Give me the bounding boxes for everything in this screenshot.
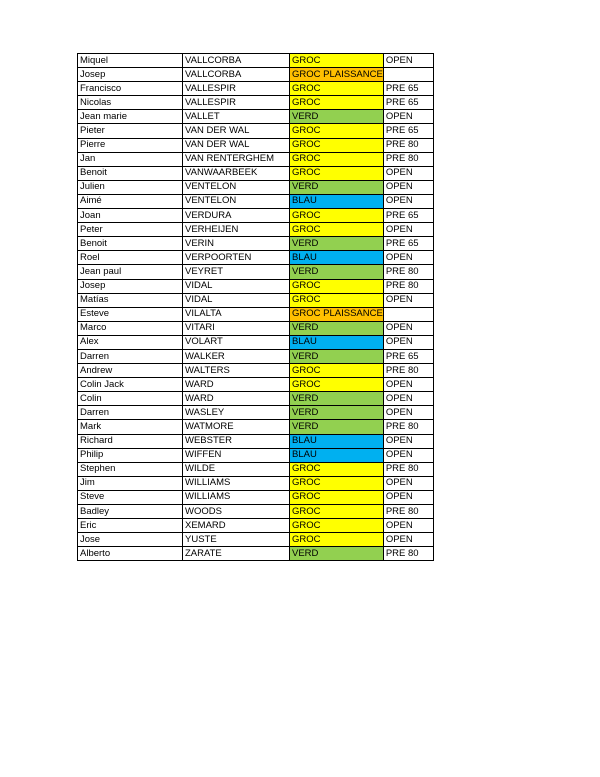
table-row	[78, 490, 434, 504]
class-cell: PRE 65	[383, 349, 433, 363]
last-name-cell: WARD	[183, 392, 290, 406]
first-name-cell: Jose	[78, 533, 183, 547]
first-name-cell: Andrew	[78, 364, 183, 378]
last-name-cell: WILDE	[183, 462, 290, 476]
last-name-cell: VALLESPIR	[183, 82, 290, 96]
table-row	[78, 124, 434, 138]
category-cell: GROC	[290, 209, 384, 223]
table-row	[78, 237, 434, 251]
class-cell: OPEN	[383, 335, 433, 349]
class-cell: PRE 80	[383, 420, 433, 434]
category-cell: GROC	[290, 54, 384, 68]
class-cell: PRE 80	[383, 364, 433, 378]
first-name-cell: Jim	[78, 476, 183, 490]
first-name-cell: Josep	[78, 279, 183, 293]
class-cell: OPEN	[383, 251, 433, 265]
class-cell: PRE 80	[383, 279, 433, 293]
category-cell: VERD	[290, 180, 384, 194]
first-name-cell: Colin Jack	[78, 378, 183, 392]
first-name-cell: Nicolas	[78, 96, 183, 110]
last-name-cell: WARD	[183, 378, 290, 392]
category-cell: BLAU	[290, 448, 384, 462]
first-name-cell: Roel	[78, 251, 183, 265]
last-name-cell: WOODS	[183, 505, 290, 519]
participants-table	[77, 53, 434, 561]
last-name-cell: VALLCORBA	[183, 54, 290, 68]
table-row	[78, 547, 434, 561]
first-name-cell: Miquel	[78, 54, 183, 68]
table-row	[78, 364, 434, 378]
class-cell: PRE 65	[383, 124, 433, 138]
category-cell: GROC	[290, 378, 384, 392]
table-row	[78, 434, 434, 448]
first-name-cell: Steve	[78, 490, 183, 504]
last-name-cell: VIDAL	[183, 279, 290, 293]
category-cell: GROC	[290, 223, 384, 237]
category-cell: VERD	[290, 392, 384, 406]
category-cell: GROC PLAISSANCE	[290, 307, 384, 321]
class-cell: OPEN	[383, 406, 433, 420]
category-cell: VERD	[290, 265, 384, 279]
last-name-cell: YUSTE	[183, 533, 290, 547]
category-cell: GROC	[290, 138, 384, 152]
category-cell: GROC	[290, 152, 384, 166]
last-name-cell: WATMORE	[183, 420, 290, 434]
category-cell: GROC	[290, 124, 384, 138]
first-name-cell: Francisco	[78, 82, 183, 96]
table-row	[78, 462, 434, 476]
table-row	[78, 448, 434, 462]
class-cell: OPEN	[383, 180, 433, 194]
class-cell	[383, 307, 433, 321]
last-name-cell: VENTELON	[183, 194, 290, 208]
class-cell: OPEN	[383, 194, 433, 208]
table-row	[78, 152, 434, 166]
category-cell: BLAU	[290, 251, 384, 265]
first-name-cell: Stephen	[78, 462, 183, 476]
category-cell: GROC	[290, 293, 384, 307]
last-name-cell: VEYRET	[183, 265, 290, 279]
first-name-cell: Julien	[78, 180, 183, 194]
table-row	[78, 335, 434, 349]
table-row	[78, 166, 434, 180]
last-name-cell: WEBSTER	[183, 434, 290, 448]
last-name-cell: XEMARD	[183, 519, 290, 533]
table-row	[78, 406, 434, 420]
category-cell: GROC	[290, 279, 384, 293]
first-name-cell: Pieter	[78, 124, 183, 138]
last-name-cell: VALLET	[183, 110, 290, 124]
table-row	[78, 223, 434, 237]
table-row	[78, 420, 434, 434]
table-row	[78, 110, 434, 124]
category-cell: GROC	[290, 505, 384, 519]
class-cell: PRE 80	[383, 265, 433, 279]
table-row	[78, 54, 434, 68]
first-name-cell: Joan	[78, 209, 183, 223]
first-name-cell: Jean paul	[78, 265, 183, 279]
last-name-cell: WILLIAMS	[183, 476, 290, 490]
table-row	[78, 68, 434, 82]
class-cell: PRE 80	[383, 152, 433, 166]
first-name-cell: Benoit	[78, 237, 183, 251]
table-row	[78, 265, 434, 279]
last-name-cell: WALTERS	[183, 364, 290, 378]
first-name-cell: Mark	[78, 420, 183, 434]
category-cell: BLAU	[290, 335, 384, 349]
first-name-cell: Darren	[78, 406, 183, 420]
class-cell	[383, 68, 433, 82]
first-name-cell: Colin	[78, 392, 183, 406]
first-name-cell: Josep	[78, 68, 183, 82]
class-cell: OPEN	[383, 293, 433, 307]
last-name-cell: VILALTA	[183, 307, 290, 321]
table-row	[78, 307, 434, 321]
table-row	[78, 96, 434, 110]
category-cell: BLAU	[290, 434, 384, 448]
category-cell: GROC	[290, 462, 384, 476]
class-cell: OPEN	[383, 54, 433, 68]
class-cell: PRE 80	[383, 462, 433, 476]
last-name-cell: VAN RENTERGHEM	[183, 152, 290, 166]
class-cell: OPEN	[383, 378, 433, 392]
last-name-cell: VERIN	[183, 237, 290, 251]
last-name-cell: ZARATE	[183, 547, 290, 561]
last-name-cell: VENTELON	[183, 180, 290, 194]
first-name-cell: Benoit	[78, 166, 183, 180]
class-cell: OPEN	[383, 321, 433, 335]
category-cell: VERD	[290, 110, 384, 124]
first-name-cell: Badley	[78, 505, 183, 519]
class-cell: PRE 65	[383, 96, 433, 110]
table-row	[78, 293, 434, 307]
class-cell: PRE 80	[383, 547, 433, 561]
last-name-cell: VERDURA	[183, 209, 290, 223]
table-row	[78, 251, 434, 265]
table-row	[78, 138, 434, 152]
class-cell: PRE 80	[383, 505, 433, 519]
first-name-cell: Marco	[78, 321, 183, 335]
table-row	[78, 194, 434, 208]
class-cell: OPEN	[383, 223, 433, 237]
last-name-cell: WASLEY	[183, 406, 290, 420]
class-cell: OPEN	[383, 110, 433, 124]
category-cell: VERD	[290, 420, 384, 434]
first-name-cell: Jean marie	[78, 110, 183, 124]
class-cell: OPEN	[383, 448, 433, 462]
first-name-cell: Alberto	[78, 547, 183, 561]
table-row	[78, 279, 434, 293]
first-name-cell: Pierre	[78, 138, 183, 152]
class-cell: PRE 65	[383, 209, 433, 223]
last-name-cell: VAN DER WAL	[183, 124, 290, 138]
last-name-cell: WIFFEN	[183, 448, 290, 462]
table-row	[78, 349, 434, 363]
last-name-cell: VAN DER WAL	[183, 138, 290, 152]
table-row	[78, 378, 434, 392]
table-row	[78, 476, 434, 490]
table-row	[78, 321, 434, 335]
first-name-cell: Peter	[78, 223, 183, 237]
table-row	[78, 533, 434, 547]
category-cell: VERD	[290, 406, 384, 420]
last-name-cell: VOLART	[183, 335, 290, 349]
first-name-cell: Philip	[78, 448, 183, 462]
first-name-cell: Aimé	[78, 194, 183, 208]
table-row	[78, 519, 434, 533]
first-name-cell: Darren	[78, 349, 183, 363]
table-row	[78, 392, 434, 406]
last-name-cell: WALKER	[183, 349, 290, 363]
category-cell: GROC	[290, 364, 384, 378]
last-name-cell: VITARI	[183, 321, 290, 335]
category-cell: VERD	[290, 321, 384, 335]
class-cell: OPEN	[383, 476, 433, 490]
category-cell: GROC	[290, 533, 384, 547]
last-name-cell: WILLIAMS	[183, 490, 290, 504]
last-name-cell: VALLESPIR	[183, 96, 290, 110]
class-cell: PRE 65	[383, 237, 433, 251]
category-cell: GROC PLAISSANCE	[290, 68, 384, 82]
first-name-cell: Alex	[78, 335, 183, 349]
category-cell: BLAU	[290, 194, 384, 208]
category-cell: GROC	[290, 490, 384, 504]
first-name-cell: Eric	[78, 519, 183, 533]
table-row	[78, 180, 434, 194]
category-cell: GROC	[290, 519, 384, 533]
table-body	[78, 54, 434, 561]
class-cell: OPEN	[383, 490, 433, 504]
first-name-cell: Matías	[78, 293, 183, 307]
last-name-cell: VERHEIJEN	[183, 223, 290, 237]
table-row	[78, 505, 434, 519]
class-cell: OPEN	[383, 533, 433, 547]
category-cell: GROC	[290, 476, 384, 490]
class-cell: OPEN	[383, 392, 433, 406]
table-row	[78, 209, 434, 223]
table-row	[78, 82, 434, 96]
category-cell: GROC	[290, 82, 384, 96]
class-cell: PRE 80	[383, 138, 433, 152]
class-cell: PRE 65	[383, 82, 433, 96]
last-name-cell: VANWAARBEEK	[183, 166, 290, 180]
first-name-cell: Richard	[78, 434, 183, 448]
category-cell: GROC	[290, 96, 384, 110]
category-cell: VERD	[290, 237, 384, 251]
first-name-cell: Esteve	[78, 307, 183, 321]
first-name-cell: Jan	[78, 152, 183, 166]
category-cell: VERD	[290, 349, 384, 363]
last-name-cell: VALLCORBA	[183, 68, 290, 82]
last-name-cell: VIDAL	[183, 293, 290, 307]
last-name-cell: VERPOORTEN	[183, 251, 290, 265]
class-cell: OPEN	[383, 434, 433, 448]
class-cell: OPEN	[383, 519, 433, 533]
class-cell: OPEN	[383, 166, 433, 180]
category-cell: GROC	[290, 166, 384, 180]
category-cell: VERD	[290, 547, 384, 561]
